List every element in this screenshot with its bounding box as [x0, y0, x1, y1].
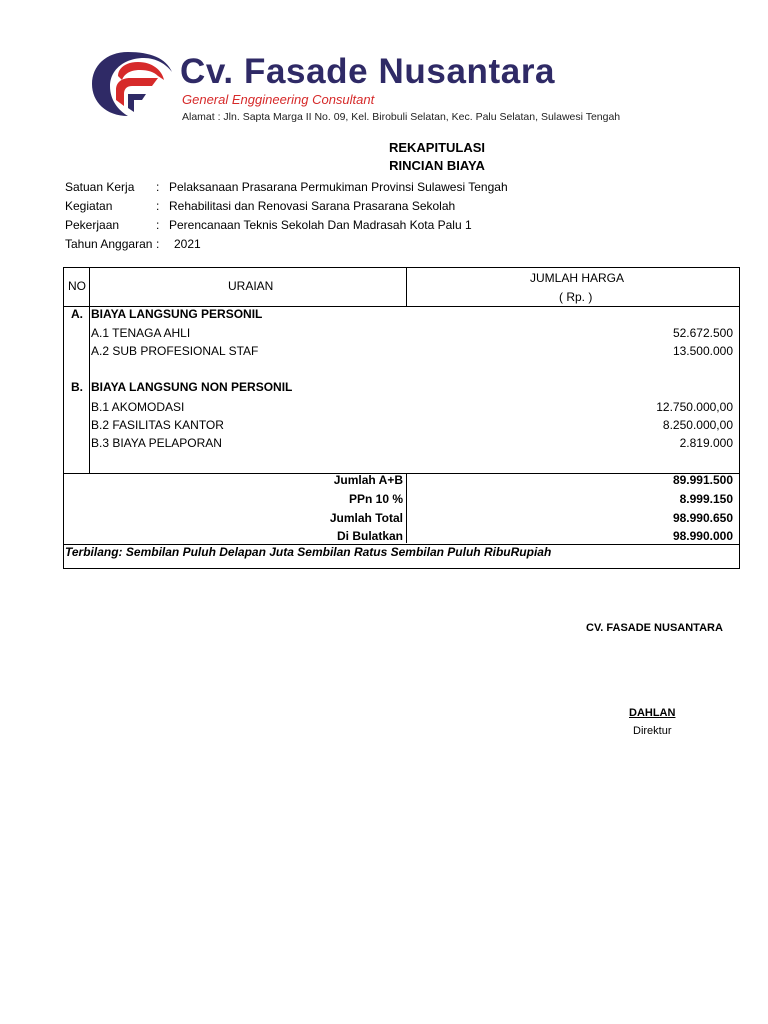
- signer-title: Direktur: [633, 725, 672, 737]
- fn-swirl-logo-icon: [88, 46, 178, 122]
- item-amount: 52.672.500: [672, 326, 733, 340]
- meta-colon: :: [156, 199, 160, 213]
- col-divider: [89, 268, 90, 474]
- company-address: Alamat : Jln. Sapta Marga II No. 09, Kel. Birobuli Selatan, Kec. Palu Selatan, Sulawesi Tengah: [182, 111, 621, 123]
- item-label: A.2 SUB PROFESIONAL STAF: [91, 344, 259, 358]
- company-subtitle: General Enggineering Consultant: [182, 92, 375, 107]
- meta-label: Pekerjaan: [65, 218, 120, 232]
- item-label: A.1 TENAGA AHLI: [91, 326, 191, 340]
- meta-label: Tahun Anggaran: [65, 237, 153, 251]
- meta-label: Satuan Kerja: [65, 180, 135, 194]
- doc-subtitle: RINCIAN BIAYA: [389, 158, 485, 173]
- section-no: A.: [71, 307, 83, 321]
- total-amount: 8.999.150: [679, 492, 733, 506]
- total-label: Jumlah A+B: [333, 473, 403, 487]
- header-uraian: URAIAN: [228, 279, 274, 293]
- total-amount: 89.991.500: [672, 473, 733, 487]
- header-no: NO: [68, 279, 86, 293]
- meta-colon: :: [156, 218, 160, 232]
- col-divider: [406, 474, 407, 543]
- doc-title: REKAPITULASI: [388, 140, 486, 155]
- total-amount: 98.990.650: [672, 511, 733, 525]
- section-no: B.: [71, 380, 83, 394]
- meta-value: Rehabilitasi dan Renovasi Sarana Prasarana Sekolah: [169, 199, 456, 213]
- section-title: BIAYA LANGSUNG NON PERSONIL: [91, 380, 293, 394]
- total-label: Di Bulatkan: [336, 529, 403, 543]
- letterhead: [88, 44, 638, 130]
- header-jumlah-harga: JUMLAH HARGA: [530, 271, 625, 285]
- total-amount: 98.990.000: [672, 529, 733, 543]
- meta-colon: :: [156, 237, 160, 251]
- table-header: [64, 268, 739, 307]
- item-label: B.1 AKOMODASI: [91, 400, 185, 414]
- company-name: Cv. Fasade Nusantara: [180, 52, 556, 91]
- meta-label: Kegiatan: [65, 199, 113, 213]
- section-title: BIAYA LANGSUNG PERSONIL: [91, 307, 263, 321]
- item-label: B.3 BIAYA PELAPORAN: [91, 436, 222, 450]
- signer-name: DAHLAN: [629, 707, 676, 719]
- total-label: PPn 10 %: [348, 492, 403, 506]
- terbilang-text: Terbilang: Sembilan Puluh Delapan Juta Sembilan Ratus Sembilan Puluh RibuRupiah: [65, 545, 552, 559]
- col-divider: [406, 268, 407, 306]
- meta-value: 2021: [174, 237, 201, 251]
- item-label: B.2 FASILITAS KANTOR: [91, 418, 224, 432]
- item-amount: 12.750.000,00: [656, 400, 733, 414]
- cost-table: [63, 267, 740, 569]
- item-amount: 2.819.000: [679, 436, 733, 450]
- item-amount: 8.250.000,00: [662, 418, 733, 432]
- signoff-company: CV. FASADE NUSANTARA: [586, 622, 723, 634]
- meta-value: Pelaksanaan Prasarana Permukiman Provinsi Sulawesi Tengah: [169, 180, 508, 194]
- header-rp: ( Rp. ): [559, 290, 593, 304]
- total-label: Jumlah Total: [329, 511, 403, 525]
- item-amount: 13.500.000: [672, 344, 733, 358]
- meta-value: Perencanaan Teknis Sekolah Dan Madrasah Kota Palu 1: [169, 218, 472, 232]
- meta-colon: :: [156, 180, 160, 194]
